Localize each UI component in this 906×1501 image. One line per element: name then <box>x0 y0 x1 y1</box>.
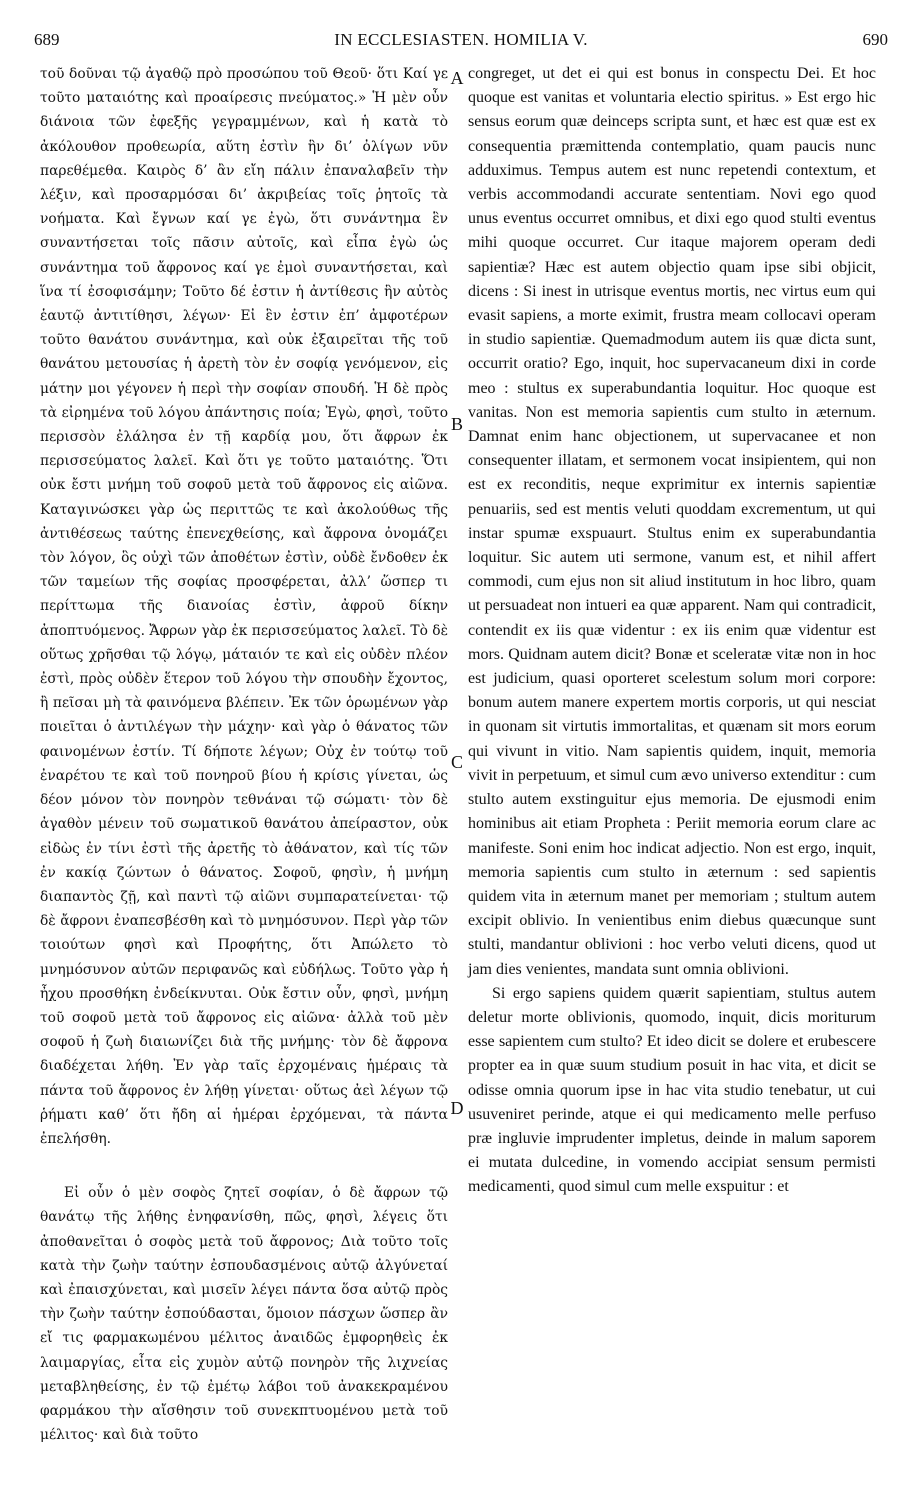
margin-letter-d: D <box>450 1098 464 1118</box>
greek-column <box>40 62 448 1481</box>
margin-letter-a: A <box>450 68 464 88</box>
latin-paragraph-2: Si ergo sapiens quidem quærit sapientiam, stultus autem deletur morte oblivionis, quomodo, inquit, dicis moriturum esse sapientem cum stulto? Et ideo dicit se dolere et erubescere propter ea in quæ suum studium posuit in hac vita, et dicit se odisse omnia quorum ipse in hac vita studio tenebatur, ut cui usuveniret perinde, atque ei qui medicamento melle perfuso præ ingluvie imprudenter impletus, deinde in malum saporem ei mutata dulcedine, in vomendo accipiat sensum permisti medicamenti, quod simul cum melle exspuitur : et <box>468 984 876 1196</box>
margin-letter-b: B <box>450 414 463 434</box>
greek-paragraph-1: τοῦ δοῦναι τῷ ἀγαθῷ πρὸ προσώπου τοῦ Θεοῦ· ὅτι Καί γε τοῦτο ματαιότης καὶ προαίρεσις πνεύματος.» Ἡ μὲν οὖν διάνοια τῶν ἐφεξῆς γεγραμμένων, καὶ ἡ κατὰ τὸ ἀκόλουθον προθεωρία, αὕτη ἐστὶν ἣν δι’ ὀλίγων νῦν παρεθέμεθα. Καιρὸς δ’ ἂν εἴη πάλιν ἐπαναλαβεῖν τὴν λέξιν, καὶ προσαρμόσαι δι’ ἀκριβείας τοῖς ῥητοῖς τὰ νοήματα. Καὶ ἔγνων καί γε ἐγὼ, ὅτι συνάντημα ἓν συναντήσεται τοῖς πᾶσιν αὐτοῖς, καὶ εἶπα ἐγὼ ὡς συνάντημα τοῦ ἄφρονος καί γε ἐμοὶ συναντήσεται, καὶ ἵνα τί ἐσοφισάμην; Τοῦτο δέ ἐστιν ἡ ἀντίθεσις ἣν αὐτὸς ἑαυτῷ ἀντιτίθησι, λέγων· Εἰ ἓν ἐστιν ἐπ’ ἀμφοτέρων τοῦτο θανάτου συνάντημα, καὶ οὐκ ἐξαιρεῖται τῆς τοῦ θανάτου μετουσίας ἡ ἀρετὴ τὸν ἐν σοφίᾳ γενόμενον, εἰς μάτην μοι γέγονεν ἡ περὶ τὴν σοφίαν σπουδή. Ἡ δὲ πρὸς τὰ εἰρημένα τοῦ λόγου ἀπάντησις ποία; Ἐγὼ, φησὶ, τοῦτο περισσὸν ἐλάλησα ἐν τῇ καρδίᾳ μου, ὅτι ἄφρων ἐκ περισσεύματος λαλεῖ. Καὶ ὅτι γε τοῦτο ματαιότης. Ὅτι οὐκ ἔστι μνήμη τοῦ σοφοῦ μετὰ τοῦ ἄφρονος εἰς αἰῶνα. Καταγινώσκει γὰρ ὡς περιττῶς τε καὶ ἀκολούθως τῆς ἀντιθέσεως ταύτης ἐπενεχθείσης, καὶ ἄφρονα ὀνομάζει τὸν λόγον, ὃς οὐχὶ τῶν ἀποθέτων ἐστὶν, οὐδὲ ἔνδοθεν ἐκ τῶν ταμείων τῆς σοφίας προσφέρεται, ἀλλ’ ὥσπερ τι περίττωμα τῆς διανοίας ἐστὶν, ἀφροῦ δίκην ἀποπτυόμενος. Ἄφρων γὰρ ἐκ περισσεύματος λαλεῖ. Τὸ δὲ οὕτως χρῆσθαι τῷ λόγῳ, μάταιόν τε καὶ εἰς οὐδὲν πλέον ἐστὶ, πρὸς οὐδὲν ἕτερον τοῦ λόγου τὴν σπουδὴν ἔχοντος, ἢ πεῖσαι μὴ τὰ φαινόμενα βλέπειν. Ἐκ τῶν ὁρωμένων γὰρ ποιεῖται ὁ ἀντιλέγων τὴν μάχην· καὶ γὰρ ὁ θάνατος τῶν φαινομένων ἐστίν. Τί δήποτε λέγων; Οὐχ ἐν τούτῳ τοῦ ἐναρέτου τε καὶ τοῦ πονηροῦ βίου ἡ κρίσις γίνεται, ὡς δέον μόνον τὸν πονηρὸν τεθνάναι τῷ σώματι· τὸν δὲ ἀγαθὸν μένειν τοῦ σωματικοῦ θανάτου ἀπείραστον, οὐκ εἰδὼς ἐν τίνι ἐστὶ τῆς ἀρετῆς τὸ ἀθάνατον, καὶ τίς τῶν ἐν κακίᾳ ζώντων ὁ θάνατος. Σοφοῦ, φησὶν, ἡ μνήμη διαπαντὸς ζῇ, καὶ παντὶ τῷ αἰῶνι συμπαρατείνεται· τῷ δὲ ἄφρονι ἐναπεσβέσθη καὶ τὸ μνημόσυνον. Περὶ γὰρ τῶν τοιούτων φησὶ καὶ Προφήτης, ὅτι Ἀπώλετο τὸ μνημόσυνον αὐτῶν περιφανῶς καὶ εὐδήλως. Τοῦτο γὰρ ἡ ἦχου προσθήκη ἐνδείκνυται. Οὐκ ἔστιν οὖν, φησὶ, μνήμη τοῦ σοφοῦ μετὰ τοῦ ἄφρονος εἰς αἰῶνα· ἀλλὰ τοῦ μὲν σοφοῦ ἡ ζωὴ διαιωνίζει διὰ τῆς μνήμης· τὸν δὲ ἄφρονα διαδέχεται λήθη. Ἐν γὰρ ταῖς ἐρχομέναις ἡμέραις τὰ πάντα τοῦ ἄφρονος ἐν λήθῃ γίνεται· οὕτως ἀεὶ λέγων τῷ ῥήματι καθ’ ὅτι ἤδη αἱ ἡμέραι ἐρχόμεναι, τὰ πάντα ἐπελήσθη. <box>40 66 448 1147</box>
running-header <box>34 30 888 60</box>
latin-paragraph-1: congreget, ut det ei qui est bonus in conspectu Dei. Et hoc quoque est vanitas et voluntaria electio spiritus. » Est ergo hic sensus eorum quæ deinceps scripta sunt, et hæc est quæ est ex consequentia præmittenda contemplatio, quam paucis nunc adduximus. Tempus autem est nunc repetendi contextum, et verbis accommodandi accurate sententiam. Novi ego quod unus eventus occurret omnibus, et dixi ego quod stulti eventus mihi quoque occurret. Cur itaque majorem operam dedi sapientiæ? Hæc est autem objectio quam ipse sibi objicit, dicens : Si inest in utrisque eventus mortis, nec virtus eum qui evasit sapiens, a morte eximit, frustra meam collocavi operam in studio sapientiæ. Quemadmodum autem iis quæ dicta sunt, occurrit oratio? Ego, inquit, hoc supervacaneum dixi in corde meo : stultus ex superabundantia loquitur. Hoc quoque est vanitas. Non est memoria sapientis cum stulto in æternum. Damnat enim hanc objectionem, ut supervacanee et non consequenter illatam, et sermonem vocat insipientem, qui non est ex reconditis, neque exprimitur ex internis sapientiæ penuariis, sed est mentis veluti quoddam excrementum, ut qui instar spumæ exspuaurt. Stultus enim ex superabundantia loquitur. Sic autem uti sermone, vanum est, et nihil affert commodi, cum ejus non sit aliud institutum in hoc libro, quam ut persuadeat non intueri ea quæ apparent. Nam qui contradicit, contendit ex iis quæ videntur : ex iis enim quæ videntur est mors. Quidnam autem dicit? Bonæ et sceleratæ vitæ non in hoc est judicium, quasi oporteret scelestum solum mori corpore: bonum autem manere expertem mortis corporis, ut qui nesciat in quonam sit virtutis immortalitas, et quænam sit mors eorum qui vivunt in vitio. Nam sapientis quidem, inquit, memoria vivit in perpetuum, et simul cum ævo universo extenditur : cum stulto autem exstinguitur ejus memoria. De ejusmodi enim hominibus ait etiam Propheta : Periit memoria eorum clare ac manifeste. Soni enim hoc indicat adjectio. Non est ergo, inquit, memoria sapientis cum stulto in æternum : sed sapientis quidem vita in æternum manet per memoriam ; stultum autem excipit oblivio. In venientibus enim diebus quæcunque sunt stulti, mandantur oblivioni : hoc verbo veluti dicens, quod ut jam dies venientes, mandata sunt omnia oblivioni. <box>468 65 876 978</box>
running-title: IN ECCLESIASTEN. HOMILIA V. <box>334 30 588 49</box>
page-number-right: 690 <box>862 30 888 49</box>
margin-letter-c: C <box>450 752 463 772</box>
latin-column <box>468 62 876 1481</box>
page-number-left: 689 <box>34 30 60 49</box>
paragraph-gap <box>40 1151 448 1181</box>
greek-paragraph-2: Εἰ οὖν ὁ μὲν σοφὸς ζητεῖ σοφίαν, ὁ δὲ ἄφρων τῷ θανάτῳ τῆς λήθης ἐνηφανίσθη, πῶς, φησὶ, λέγεις ὅτι ἀποθανεῖται ὁ σοφὸς μετὰ τοῦ ἄφρονος; Διὰ τοῦτο τοῖς κατὰ τὴν ζωὴν ταύτην ἐσπουδασμένοις αὐτῷ ἀλγύνεταί καὶ ἐπαισχύνεται, καὶ μισεῖν λέγει πάντα ὅσα αὐτῷ πρὸς τὴν ζωὴν ταύτην ἐσπούδασται, ὅμοιον πάσχων ὥσπερ ἂν εἴ τις φαρμακωμένου μέλιτος ἀναιδῶς ἐμφορηθεὶς ἐκ λαιμαργίας, εἶτα εἰς χυμὸν αὐτῷ πονηρὸν τῆς λιχνείας μεταβληθείσης, ἐν τῷ ἐμέτῳ λάβοι τοῦ ἀνακεκραμένου φαρμάκου τὴν αἴσθησιν τοῦ συνεκπτυομένου μετὰ τοῦ μέλιτος· καὶ διὰ τοῦτο <box>40 1185 448 1444</box>
